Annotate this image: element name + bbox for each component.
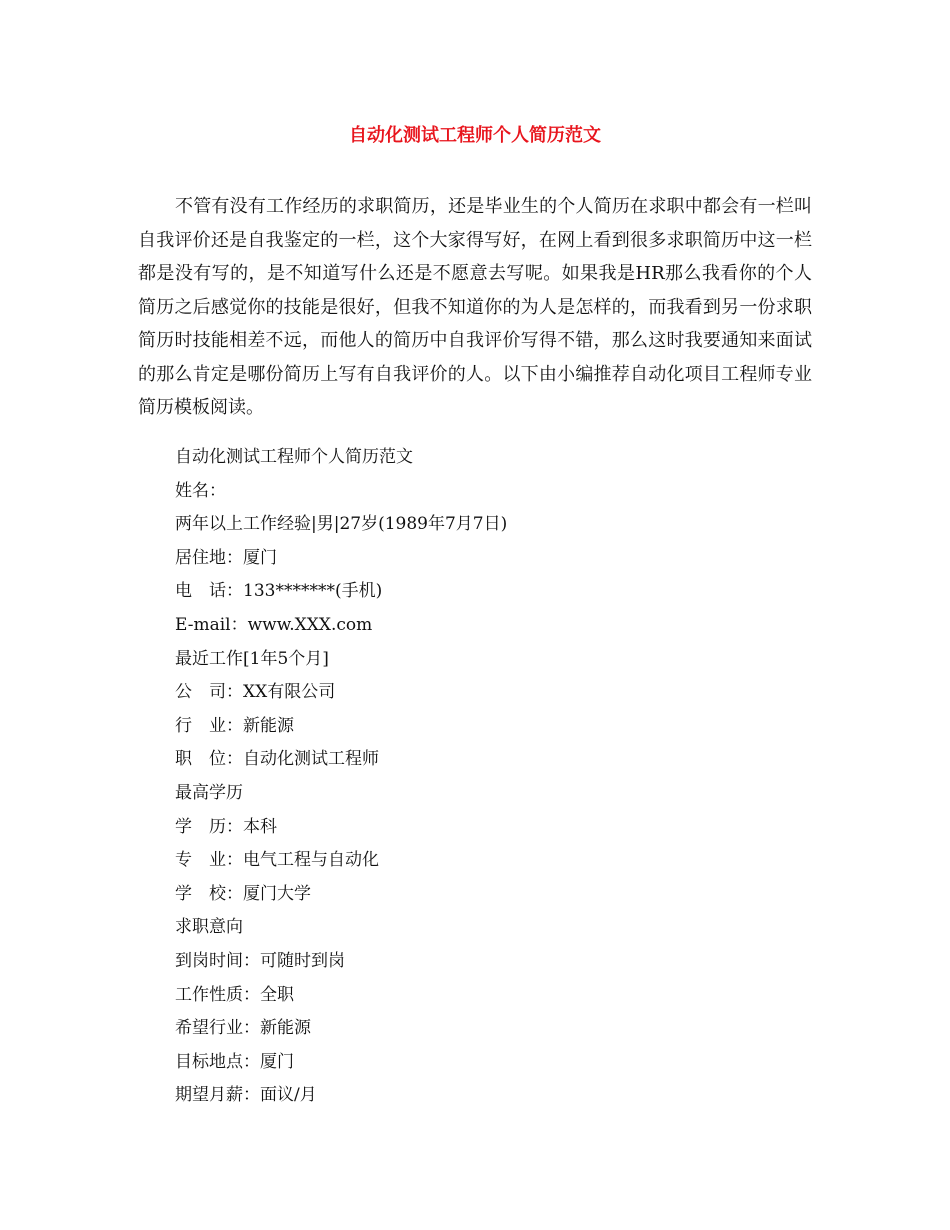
- job-intention-heading: 求职意向: [175, 917, 243, 938]
- document-title: 自动化测试工程师个人简历范文: [349, 125, 601, 146]
- target-location-line: 目标地点：厦门: [175, 1051, 294, 1072]
- phone-line: 电 话：133*******(手机): [175, 581, 383, 602]
- company-line: 公 司：XX有限公司: [175, 682, 336, 703]
- degree-line: 学 历：本科: [175, 816, 277, 837]
- experience-line: 两年以上工作经验|男|27岁(1989年7月7日): [175, 514, 508, 535]
- residence-line: 居住地：厦门: [175, 547, 277, 568]
- resume-lines: [175, 441, 815, 1113]
- resume-heading: 自动化测试工程师个人简历范文: [175, 447, 413, 467]
- email-line: E-mail：www.XXX.com: [175, 614, 373, 635]
- intro-paragraph: 不管有没有工作经历的求职简历，还是毕业生的个人简历在求职中都会有一栏叫自我评价还是自我鉴定的一栏，这个大家得写好，在网上看到很多求职简历中这一栏都是没有写的，是不知道写什么还是不愿意去写呢。如果我是HR那么我看你的个人简历之后感觉你的技能是很好，但我不知道你的为人是怎样的，而我看到另一份求职简历时技能相差不远，而他人的简历中自我评价写得不错，那么这时我要通知来面试的那么肯定是哪份简历上写有自我评价的人。以下由小编推荐自动化项目工程师专业简历模板阅读。: [138, 196, 812, 418]
- major-line: 专 业：电气工程与自动化: [175, 850, 379, 871]
- industry-line: 行 业：新能源: [175, 715, 294, 736]
- name-line: 姓名：: [175, 480, 226, 501]
- start-time-line: 到岗时间：可随时到岗: [175, 950, 345, 971]
- school-line: 学 校：厦门大学: [175, 883, 311, 904]
- recent-work-heading: 最近工作[1年5个月]: [175, 648, 329, 669]
- position-line: 职 位：自动化测试工程师: [175, 749, 379, 770]
- job-type-line: 工作性质：全职: [175, 984, 294, 1005]
- education-heading: 最高学历: [175, 782, 243, 803]
- desired-industry-line: 希望行业：新能源: [175, 1018, 311, 1039]
- expected-salary-line: 期望月薪：面议/月: [175, 1085, 317, 1106]
